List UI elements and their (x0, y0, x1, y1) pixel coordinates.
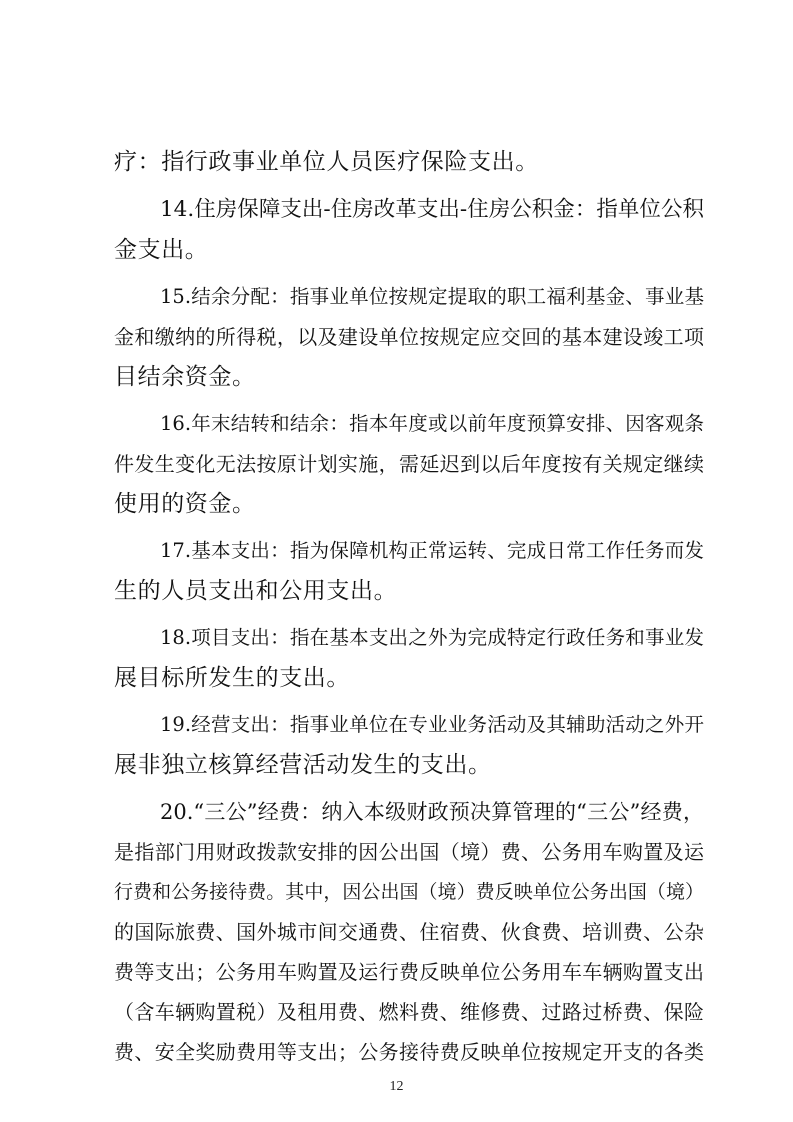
paragraph-19-line: 展非独立核算经营活动发生的支出。 (114, 752, 492, 778)
paragraph-19-line: 19.经营支出：指事业单位在专业业务活动及其辅助活动之外开 (160, 713, 704, 736)
page-number: 12 (389, 1079, 404, 1094)
paragraph-17-line: 生的人员支出和公用支出。 (114, 578, 398, 604)
paragraph-17-line: 17.基本支出：指为保障机构正常运转、完成日常工作任务而发 (160, 539, 704, 562)
paragraph-14-line: 金支出。 (114, 237, 209, 263)
paragraph-15-line: 金和缴纳的所得税，以及建设单位按规定应交回的基本建设竣工项 (114, 325, 704, 349)
body-text-line: 疗：指行政事业单位人员医疗保险支出。 (114, 149, 539, 175)
paragraph-18-line: 展目标所发生的支出。 (114, 665, 350, 691)
paragraph-16-line: 16.年末结转和结余：指本年度或以前年度预算安排、因客观条 (160, 412, 704, 435)
paragraph-16-line: 件发生变化无法按原计划实施，需延迟到以后年度按有关规定继续 (114, 452, 704, 476)
paragraph-20-line: 行费和公务接待费。其中，因公出国（境）费反映单位公务出国（境） (114, 881, 704, 903)
paragraph-18-line: 18.项目支出：指在基本支出之外为完成特定行政任务和事业发 (160, 626, 704, 649)
paragraph-14-line: 14.住房保障支出-住房改革支出-住房公积金：指单位公积 (160, 197, 704, 222)
paragraph-20-line: （含车辆购置税）及租用费、燃料费、维修费、过路过桥费、保险 (114, 1000, 704, 1024)
paragraph-20-line: 费等支出；公务用车购置及运行费反映单位公务用车车辆购置支出 (114, 960, 704, 984)
paragraph-20-line: 是指部门用财政拨款安排的因公出国（境）费、公务用车购置及运 (114, 840, 704, 864)
paragraph-15-line: 15.结余分配：指事业单位按规定提取的职工福利基金、事业基 (160, 285, 704, 308)
paragraph-20-line: 的国际旅费、国外城市间交通费、住宿费、伙食费、培训费、公杂 (114, 920, 704, 944)
paragraph-15-line: 目结余资金。 (114, 364, 256, 390)
paragraph-16-line: 使用的资金。 (114, 491, 256, 517)
paragraph-20-line: 费、安全奖励费用等支出；公务接待费反映单位按规定开支的各类 (114, 1040, 704, 1064)
paragraph-20-line: 20.“三公”经费：纳入本级财政预决算管理的“三公”经费， (160, 800, 704, 824)
